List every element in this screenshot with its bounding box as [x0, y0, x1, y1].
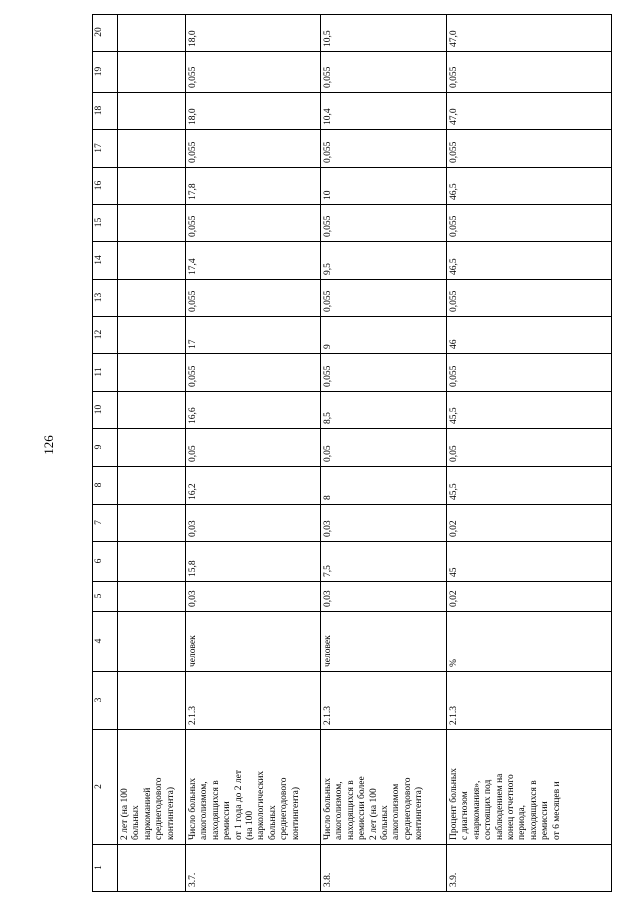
table-cell-r4-c15-text: 0,055: [449, 215, 459, 237]
table-cell-r1-c5: [118, 582, 186, 612]
header-cell-col-19: [92, 52, 118, 93]
header-cell-col-18: [92, 93, 118, 130]
header-cell-col-19-text: 19: [94, 66, 104, 77]
table-cell-r3-c16-text: 10: [323, 190, 333, 200]
table-cell-r2-c4: [186, 612, 321, 672]
table-cell-r4-c1: [447, 845, 612, 892]
header-cell-col-10-text: 10: [94, 404, 104, 415]
table-cell-r3-c2-text: Число больных алкоголизмом, находящихся в ремиссии более 2 лет (на 100 больных алкоголизмом среднегодового контингента): [323, 776, 425, 840]
table-cell-r3-c11-text: 0,055: [323, 365, 333, 387]
table-cell-r1-c19: [118, 52, 186, 93]
table-cell-r1-c9-text: [118, 429, 122, 466]
header-cell-col-16: [92, 168, 118, 205]
table-cell-r3-c20: [321, 14, 447, 52]
table-cell-r1-c20-text: [118, 14, 122, 51]
table-cell-r3-c10: [321, 392, 447, 429]
table-cell-r1-c13-text: [118, 280, 122, 316]
table-cell-r1-c10: [118, 392, 186, 429]
header-cell-col-6-text: 6: [94, 558, 104, 564]
table-cell-r2-c3: [186, 672, 321, 730]
table-cell-r4-c18: [447, 93, 612, 130]
table-cell-r4-c17-text: 0,055: [449, 141, 459, 163]
table-cell-r4-c9: [447, 429, 612, 467]
table-cell-r1-c18-text: [118, 93, 122, 129]
header-cell-col-15: [92, 205, 118, 242]
table-cell-r4-c2-text: Процент больных с диагнозом «наркомания», состоящих под наблюдением на конец отчетного периода, находящихся в ремиссии от 6 месяцев и: [449, 767, 562, 840]
table-cell-r4-c14: [447, 242, 612, 280]
table-cell-r3-c1-text: 3.8.: [323, 872, 333, 887]
table-cell-r3-c15: [321, 205, 447, 242]
table-cell-r2-c19-text: 0,055: [188, 66, 198, 88]
table-cell-r1-c11-text: [118, 354, 122, 391]
table-cell-r2-c17: [186, 130, 321, 168]
table-cell-r2-c7: [186, 505, 321, 542]
table-cell-r3-c12-text: 9: [323, 344, 333, 349]
table-cell-r4-c11-text: 0,055: [449, 365, 459, 387]
table-cell-r1-c6: [118, 542, 186, 582]
table-cell-r2-c2: [186, 730, 321, 845]
table-cell-r1-c3-text: [118, 672, 122, 729]
table-cell-r2-c11: [186, 354, 321, 392]
table-cell-r3-c12: [321, 317, 447, 354]
table-cell-r2-c3-text: 2.1.3: [188, 706, 198, 725]
table-cell-r1-c9: [118, 429, 186, 467]
table-cell-r3-c3: [321, 672, 447, 730]
table-cell-r3-c17: [321, 130, 447, 168]
table-cell-r3-c6-text: 7,5: [323, 565, 333, 577]
table-cell-r3-c19: [321, 52, 447, 93]
table-cell-r3-c4: [321, 612, 447, 672]
table-cell-r1-c4-text: [118, 612, 122, 671]
header-cell-col-8: [92, 467, 118, 505]
header-cell-col-13-text: 13: [94, 292, 104, 303]
table-cell-r4-c3: [447, 672, 612, 730]
table-cell-r3-c20-text: 10,5: [323, 30, 333, 47]
table-cell-r2-c13: [186, 280, 321, 317]
table-cell-r3-c14: [321, 242, 447, 280]
table-cell-r2-c11-text: 0,055: [188, 365, 198, 387]
table-cell-r3-c10-text: 8,5: [323, 412, 333, 424]
header-cell-col-6: [92, 542, 118, 582]
table-cell-r1-c6-text: [118, 542, 122, 581]
table-cell-r4-c20: [447, 14, 612, 52]
table-cell-r2-c2-text: Число больных алкоголизмом, находящихся в ремиссии от 1 года до 2 лет (на 100 наркологических больных среднегодового контингента): [188, 769, 301, 840]
table-cell-r2-c10: [186, 392, 321, 429]
table-cell-r4-c19-text: 0,055: [449, 66, 459, 88]
table-cell-r1-c18: [118, 93, 186, 130]
header-cell-col-1: [92, 845, 118, 892]
table-cell-r1-c7: [118, 505, 186, 542]
table-cell-r3-c8-text: 8: [323, 495, 333, 500]
table-cell-r2-c1-text: 3.7.: [188, 872, 198, 887]
table-cell-r4-c11: [447, 354, 612, 392]
table-cell-r4-c16-text: 46,5: [449, 183, 459, 200]
table-cell-r2-c9: [186, 429, 321, 467]
table-cell-r2-c16-text: 17,8: [188, 183, 198, 200]
table-cell-r2-c13-text: 0,055: [188, 290, 198, 312]
table-cell-r1-c7-text: [118, 505, 122, 541]
table-cell-r1-c15-text: [118, 205, 122, 241]
table-cell-r3-c18: [321, 93, 447, 130]
table-cell-r3-c5-text: 0,03: [323, 590, 333, 607]
table-cell-r2-c8: [186, 467, 321, 505]
table-cell-r3-c17-text: 0,055: [323, 141, 333, 163]
table-cell-r2-c6-text: 15,8: [188, 560, 198, 577]
table-cell-r4-c10-text: 45,5: [449, 407, 459, 424]
table-cell-r3-c7: [321, 505, 447, 542]
table-cell-r4-c6: [447, 542, 612, 582]
table-cell-r1-c15: [118, 205, 186, 242]
table-cell-r1-c8: [118, 467, 186, 505]
table-cell-r4-c3-text: 2.1.3: [449, 706, 459, 725]
table-cell-r3-c6: [321, 542, 447, 582]
table-cell-r1-c16: [118, 168, 186, 205]
table-cell-r2-c20-text: 18,0: [188, 30, 198, 47]
table-cell-r3-c8: [321, 467, 447, 505]
table-cell-r4-c9-text: 0,05: [449, 445, 459, 462]
header-cell-col-11: [92, 354, 118, 392]
table-cell-r4-c4-text: %: [449, 659, 459, 667]
table-cell-r1-c1: [118, 845, 186, 892]
header-cell-col-7-text: 7: [94, 520, 104, 525]
table-cell-r1-c13: [118, 280, 186, 317]
header-cell-col-13: [92, 280, 118, 317]
header-cell-col-2-text: 2: [94, 784, 104, 789]
header-cell-col-11-text: 11: [94, 367, 104, 377]
header-cell-col-12-text: 12: [94, 329, 104, 340]
table-cell-r3-c9-text: 0,05: [323, 445, 333, 462]
table-cell-r1-c2: [118, 730, 186, 845]
table-cell-r2-c1: [186, 845, 321, 892]
header-cell-col-17: [92, 130, 118, 168]
header-cell-col-5-text: 5: [94, 593, 104, 599]
table-cell-r2-c20: [186, 14, 321, 52]
header-cell-col-20-text: 20: [94, 27, 104, 37]
header-cell-col-2: [92, 730, 118, 845]
table-cell-r4-c12-text: 46: [449, 339, 459, 349]
table-cell-r1-c1-text: [118, 845, 122, 891]
table-cell-r3-c7-text: 0,03: [323, 520, 333, 537]
table-cell-r2-c9-text: 0,05: [188, 445, 198, 462]
header-cell-col-16-text: 16: [94, 180, 104, 191]
table-cell-r2-c5: [186, 582, 321, 612]
header-cell-col-3-text: 3: [94, 697, 104, 703]
table-cell-r1-c4: [118, 612, 186, 672]
table-cell-r4-c18-text: 47,0: [449, 108, 459, 125]
table-cell-r1-c12: [118, 317, 186, 354]
table-cell-r3-c3-text: 2.1.3: [323, 706, 333, 725]
table-cell-r3-c15-text: 0,055: [323, 215, 333, 237]
table-cell-r2-c8-text: 16,2: [188, 483, 198, 500]
header-cell-col-17-text: 17: [94, 143, 104, 153]
header-cell-col-7: [92, 505, 118, 542]
table-cell-r1-c11: [118, 354, 186, 392]
table-cell-r3-c14-text: 9,5: [323, 263, 333, 275]
table-cell-r2-c6: [186, 542, 321, 582]
table-cell-r2-c12: [186, 317, 321, 354]
table-cell-r4-c20-text: 47,0: [449, 30, 459, 47]
table-cell-r1-c12-text: [118, 317, 122, 353]
table-cell-r4-c5-text: 0,02: [449, 590, 459, 607]
table-cell-r1-c3: [118, 672, 186, 730]
table-cell-r3-c18-text: 10,4: [323, 108, 333, 125]
header-cell-col-4: [92, 612, 118, 672]
table-cell-r3-c13: [321, 280, 447, 317]
header-cell-col-12: [92, 317, 118, 354]
table-cell-r4-c15: [447, 205, 612, 242]
table-cell-r2-c19: [186, 52, 321, 93]
table-cell-r3-c1: [321, 845, 447, 892]
table-cell-r1-c17: [118, 130, 186, 168]
table-cell-r1-c14: [118, 242, 186, 280]
header-cell-col-9-text: 9: [94, 444, 104, 450]
table-cell-r4-c12: [447, 317, 612, 354]
table-cell-r4-c5: [447, 582, 612, 612]
table-cell-r2-c10-text: 16,6: [188, 407, 198, 424]
table-cell-r4-c17: [447, 130, 612, 168]
table-cell-r3-c11: [321, 354, 447, 392]
header-cell-col-20: [92, 14, 118, 52]
table-cell-r3-c9: [321, 429, 447, 467]
table-cell-r4-c6-text: 45: [449, 567, 459, 577]
table-cell-r4-c8-text: 45,5: [449, 483, 459, 500]
table-cell-r4-c7: [447, 505, 612, 542]
table-cell-r1-c2-text: 2 лет (на 100 больных наркоманией среднегодового контингента): [120, 777, 176, 840]
table-cell-r4-c14-text: 46,5: [449, 258, 459, 275]
table-cell-r1-c14-text: [118, 242, 122, 279]
header-cell-col-18-text: 18: [94, 105, 104, 116]
table-cell-r4-c7-text: 0,02: [449, 520, 459, 537]
table-cell-r3-c5: [321, 582, 447, 612]
header-cell-col-14: [92, 242, 118, 280]
table-cell-r4-c10: [447, 392, 612, 429]
table-cell-r3-c4-text: человек: [323, 635, 333, 667]
header-cell-col-1-text: 1: [94, 865, 104, 870]
table-cell-r2-c5-text: 0,03: [188, 590, 198, 607]
table-cell-r1-c19-text: [118, 52, 122, 92]
table-cell-r4-c2: [447, 730, 612, 845]
table-cell-r1-c17-text: [118, 130, 122, 167]
table-cell-r1-c5-text: [118, 582, 122, 611]
header-cell-col-15-text: 15: [94, 217, 104, 228]
table-cell-r1-c16-text: [118, 168, 122, 204]
header-cell-col-3: [92, 672, 118, 730]
table-cell-r3-c16: [321, 168, 447, 205]
table-cell-r4-c1-text: 3.9.: [449, 872, 459, 887]
table-cell-r2-c14: [186, 242, 321, 280]
table-cell-r4-c13: [447, 280, 612, 317]
header-cell-col-9: [92, 429, 118, 467]
page-number-text: 126: [41, 435, 56, 455]
table-cell-r2-c18-text: 18,0: [188, 108, 198, 125]
table-cell-r2-c16: [186, 168, 321, 205]
table-cell-r4-c13-text: 0,055: [449, 290, 459, 312]
header-cell-col-5: [92, 582, 118, 612]
header-cell-col-8-text: 8: [94, 482, 104, 488]
header-cell-col-14-text: 14: [94, 255, 104, 265]
table-cell-r2-c14-text: 17,4: [188, 258, 198, 275]
table-cell-r2-c7-text: 0,03: [188, 520, 198, 537]
table-cell-r4-c19: [447, 52, 612, 93]
table-cell-r2-c17-text: 0,055: [188, 141, 198, 163]
table-cell-r3-c2: [321, 730, 447, 845]
table-cell-r4-c8: [447, 467, 612, 505]
table-cell-r2-c15-text: 0,055: [188, 215, 198, 237]
table-cell-r3-c13-text: 0,055: [323, 290, 333, 312]
table-cell-r2-c4-text: человек: [188, 635, 198, 667]
table-cell-r1-c20: [118, 14, 186, 52]
table-cell-r2-c12-text: 17: [188, 339, 198, 349]
table-cell-r3-c19-text: 0,055: [323, 66, 333, 88]
header-cell-col-4-text: 4: [94, 638, 104, 644]
header-cell-col-10: [92, 392, 118, 429]
table-cell-r4-c16: [447, 168, 612, 205]
table-cell-r2-c18: [186, 93, 321, 130]
table-cell-r1-c10-text: [118, 392, 122, 428]
table-cell-r1-c8-text: [118, 467, 122, 504]
table-cell-r4-c4: [447, 612, 612, 672]
table-cell-r2-c15: [186, 205, 321, 242]
